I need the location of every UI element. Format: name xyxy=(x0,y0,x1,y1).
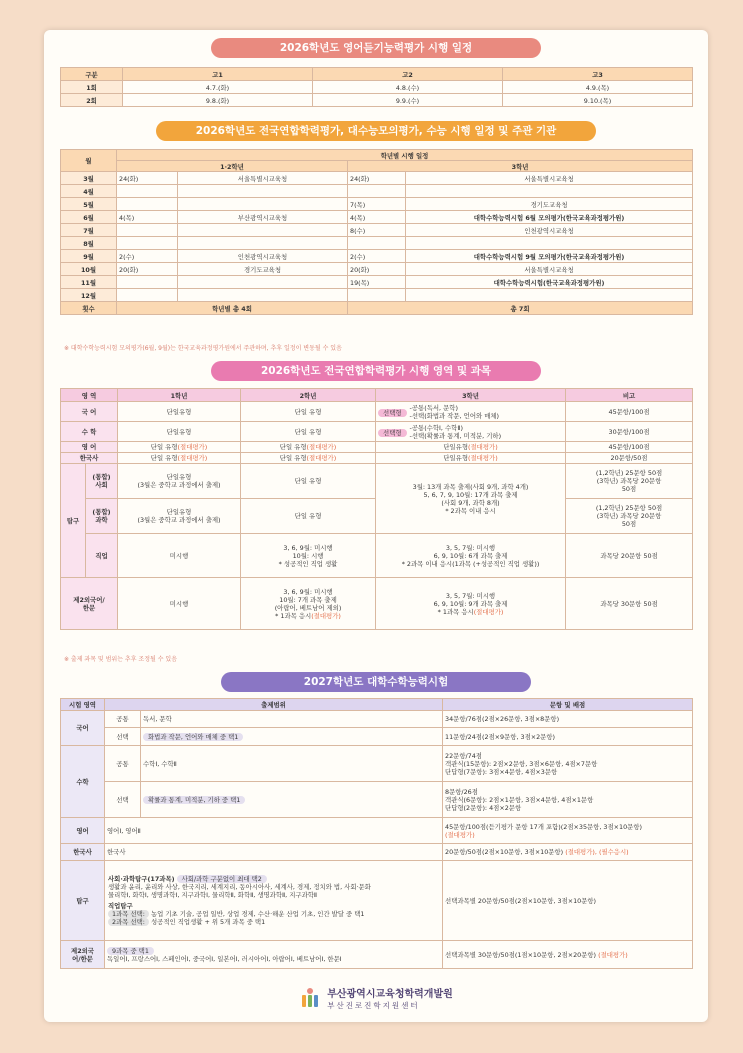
schedule-cell: 7(목) xyxy=(348,198,406,211)
th-grade2: 고2 xyxy=(313,68,503,81)
schedule-cell xyxy=(178,289,348,302)
schedule-row xyxy=(61,185,693,198)
inquiry-range: 사회·과학탐구(17과목) 사회/과학 구분없이 최대 택2 생활과 윤리, 윤리와 사상, 한국지리, 세계지리, 동아시아사, 세계사, 경제, 정치와 법, 사회·문화 물리학Ⅰ, 화학Ⅰ, 생명과학Ⅰ, 지구과학Ⅰ, 물리학Ⅱ, 화학Ⅱ, 생명과학Ⅱ, 지구과학Ⅱ 직업탐구 1과목 선택: 농업 기초 기술, 공업 일반, 상업 경제, 수산·해운 산업 기초, 인간 발달 중 택1 2과목 선택: 성공적인 직업생활 + 위 5개 과목 중 택1 xyxy=(105,861,443,941)
th-grade1: 1학년 xyxy=(118,389,241,402)
th-grade3: 고3 xyxy=(503,68,693,81)
cell: 단일 유형(절대평가) xyxy=(241,442,376,453)
schedule-cell xyxy=(117,224,178,237)
month-cell: 9월 xyxy=(61,250,117,263)
cell: 선택과목별 20문항/50점(2점×10문항, 3점×10문항) xyxy=(443,861,693,941)
cell xyxy=(141,782,443,818)
schedule-cell: 4(목) xyxy=(117,211,178,224)
cell: 단일유형 xyxy=(118,402,241,422)
korean-select-range: 화법과 작문, 언어와 매체 중 택1 xyxy=(143,733,243,741)
schedule-cell: 서울특별시교육청 xyxy=(406,263,693,276)
th-grade2: 2학년 xyxy=(241,389,376,402)
schedule-note: ※ 대학수학능력시험 모의평가(6월, 9월)는 한국교육과정평가원에서 주관하며, 추후 일정이 변동될 수 있음 xyxy=(64,345,342,352)
education-office-logo-icon xyxy=(299,986,321,1010)
cell xyxy=(376,422,566,442)
schedule-cell xyxy=(178,185,348,198)
cell: 단일유형 xyxy=(118,422,241,442)
th-grade3: 3학년 xyxy=(348,161,693,172)
cell: 과목당 20문항 50점 xyxy=(566,534,693,578)
schedule-cell xyxy=(406,289,693,302)
cell: 22문항/74점 객관식(15문항): 2점×2문항, 3점×6문항, 4점×7문항 단답형(7문항): 3점×4문항, 4점×3문항 xyxy=(443,746,693,782)
cell: 3, 5, 7월: 미시행 6, 9, 10월: 6개 과목 출제 * 2과목 이내 응시(1과목 (+성공적인 직업 생활)) xyxy=(376,534,566,578)
title-mock-exam-schedule: 2026학년도 전국연합학력평가, 대수능모의평가, 수능 시행 일정 및 주관 기관 xyxy=(156,121,596,141)
schedule-cell xyxy=(406,237,693,250)
schedule-cell: 4(목) xyxy=(348,211,406,224)
cell: 독서, 문학 xyxy=(141,711,443,728)
schedule-cell xyxy=(117,289,178,302)
schedule-cell: 24(화) xyxy=(348,172,406,185)
cell: 3, 5, 7월: 미시행 6, 9, 10월: 9개 과목 출제 * 1과목 응시(절대평가) xyxy=(376,578,566,630)
schedule-cell: 19(목) xyxy=(348,276,406,289)
area-second-language: 제2외국어/ 한문 xyxy=(61,578,118,630)
cell: 3, 6, 9월: 미시행 10월: 시행 * 성공적인 직업 생활 xyxy=(241,534,376,578)
cell xyxy=(141,728,443,746)
title-mock-exam-subjects: 2026학년도 전국연합학력평가 시행 영역 및 과목 xyxy=(211,361,541,381)
cell: 단일 유형 xyxy=(241,422,376,442)
cell: 미시행 xyxy=(118,534,241,578)
english-listening-table xyxy=(60,67,693,107)
schedule-cell xyxy=(178,224,348,237)
cell: 선택 xyxy=(105,782,141,818)
schedule-cell: 24(화) xyxy=(117,172,178,185)
area-inquiry: 탐구 xyxy=(61,464,86,578)
cell: 4.7.(화) xyxy=(123,81,313,94)
tag-selective: 선택형 xyxy=(378,429,407,437)
th-month: 월 xyxy=(61,150,117,172)
schedule-cell xyxy=(348,185,406,198)
schedule-cell: 경기도교육청 xyxy=(406,198,693,211)
area-inquiry: 탐구 xyxy=(61,861,105,941)
month-cell: 12월 xyxy=(61,289,117,302)
area-second-language: 제2외국 어/한문 xyxy=(61,941,105,969)
th-grade3: 3학년 xyxy=(376,389,566,402)
cell: 단일 유형(절대평가) xyxy=(118,453,241,464)
schedule-row xyxy=(61,289,693,302)
schedule-cell: 20(화) xyxy=(348,263,406,276)
cell: 34문항/76점(2점×26문항, 3점×8문항) xyxy=(443,711,693,728)
area-english: 영어 xyxy=(61,818,105,844)
th-range: 출제범위 xyxy=(105,699,443,711)
title-csat-2027: 2027학년도 대학수학능력시험 xyxy=(221,672,531,692)
schedule-row xyxy=(61,237,693,250)
second-range: 9과목 중 택1 독일어Ⅰ, 프랑스어Ⅰ, 스페인어Ⅰ, 중국어Ⅰ, 일본어Ⅰ, 러시아어Ⅰ, 아랍어Ⅰ, 베트남어Ⅰ, 한문Ⅰ xyxy=(105,941,443,969)
mock-exam-schedule-table xyxy=(60,149,693,315)
schedule-cell xyxy=(117,237,178,250)
th-category: 구분 xyxy=(61,68,123,81)
month-cell: 10월 xyxy=(61,263,117,276)
cell: 선택 xyxy=(105,728,141,746)
cell: 단일유형(절대평가) xyxy=(376,442,566,453)
month-cell: 3월 xyxy=(61,172,117,185)
schedule-cell: 서울특별시교육청 xyxy=(178,172,348,185)
cell: 단일유형 (3월은 중학교 과정에서 출제) xyxy=(118,499,241,534)
month-cell: 8월 xyxy=(61,237,117,250)
th-grade12: 1·2학년 xyxy=(117,161,348,172)
schedule-cell: 대학수학능력시험(한국교육과정평가원) xyxy=(406,276,693,289)
inquiry-grade3: 3월: 13개 과목 출제(사회 9개, 과학 4개) 5, 6, 7, 9, 10월: 17개 과목 출제 (사회 9개, 과학 8개) * 2과목 이내 응시 xyxy=(376,464,566,534)
sub-job: 직업 xyxy=(86,534,118,578)
schedule-cell xyxy=(178,198,348,211)
schedule-cell: 인천광역시교육청 xyxy=(406,224,693,237)
cell xyxy=(376,402,566,422)
tag-selective: 선택형 xyxy=(378,409,407,417)
schedule-row xyxy=(61,172,693,185)
schedule-row xyxy=(61,250,693,263)
cell: 45문항/100점 xyxy=(566,402,693,422)
schedule-cell xyxy=(117,276,178,289)
logo-name: 부산광역시교육청학력개발원 xyxy=(327,989,453,1000)
cell: 1회 xyxy=(61,81,123,94)
sub-science: (통합) 과학 xyxy=(86,499,118,534)
cell: 공통 xyxy=(105,711,141,728)
cell: 단일유형(절대평가) xyxy=(376,453,566,464)
cell: 한국사 xyxy=(105,844,443,861)
schedule-cell xyxy=(348,289,406,302)
schedule-cell: 인천광역시교육청 xyxy=(178,250,348,263)
cell: 45문항/100점(듣기평가 문항 17개 포함)(2점×35문항, 3점×10문항) (절대평가) xyxy=(443,818,693,844)
schedule-cell: 대학수학능력시험 6월 모의평가(한국교육과정평가원) xyxy=(406,211,693,224)
schedule-cell: 대학수학능력시험 9월 모의평가(한국교육과정평가원) xyxy=(406,250,693,263)
schedule-cell xyxy=(406,185,693,198)
cell: 9.9.(수) xyxy=(313,94,503,107)
csat-table xyxy=(60,698,693,969)
area-korean: 국어 xyxy=(61,711,105,746)
th-score: 문항 및 배점 xyxy=(443,699,693,711)
schedule-cell xyxy=(178,237,348,250)
th-area: 영 역 xyxy=(61,389,118,402)
schedule-row xyxy=(61,211,693,224)
cell: 30문항/100점 xyxy=(566,422,693,442)
cell: 3, 6, 9월: 미시행 10월: 7개 과목 출제 (아랍어, 베트남어 제외) * 1과목 응시(절대평가) xyxy=(241,578,376,630)
cell: 과목당 30문항 50점 xyxy=(566,578,693,630)
schedule-row xyxy=(61,263,693,276)
total-label: 횟수 xyxy=(61,302,117,315)
cell: 45문항/100점 xyxy=(566,442,693,453)
cell: 단일 유형 xyxy=(241,464,376,499)
cell: 단일 유형(절대평가) xyxy=(241,453,376,464)
cell: 4.8.(수) xyxy=(313,81,503,94)
cell: 9.8.(화) xyxy=(123,94,313,107)
area-korean: 국 어 xyxy=(61,402,118,422)
th-remark: 비고 xyxy=(566,389,693,402)
area-math: 수 학 xyxy=(61,422,118,442)
th-area: 시험 영역 xyxy=(61,699,105,711)
area-history: 한국사 xyxy=(61,844,105,861)
cell: 단일 유형 xyxy=(241,499,376,534)
cell: (1,2학년) 25문항 50점 (3학년) 과목당 20문항 50점 xyxy=(566,464,693,499)
schedule-row xyxy=(61,198,693,211)
schedule-cell: 부산광역시교육청 xyxy=(178,211,348,224)
footer-logo xyxy=(44,985,708,1014)
korean-grade3: -공통(독서, 문학) -선택(화법과 작문, 언어와 매체) xyxy=(409,403,500,420)
cell: 영어Ⅰ, 영어Ⅱ xyxy=(105,818,443,844)
title-english-listening: 2026학년도 영어듣기능력평가 시행 일정 xyxy=(211,38,541,58)
area-math: 수학 xyxy=(61,746,105,818)
th-schedule: 학년별 시행 일정 xyxy=(117,150,693,161)
subjects-note: ※ 출제 과목 및 범위는 추후 조정될 수 있음 xyxy=(64,656,178,663)
schedule-cell: 2(수) xyxy=(348,250,406,263)
cell: 8문항/26점 객관식(6문항): 2점×1문항, 3점×4문항, 4점×1문항 단답형(2문항): 4점×2문항 xyxy=(443,782,693,818)
cell: 20문항/50점(2점×10문항, 3점×10문항) (절대평가), (필수응시) xyxy=(443,844,693,861)
th-grade1: 고1 xyxy=(123,68,313,81)
schedule-cell: 8(수) xyxy=(348,224,406,237)
cell: 공통 xyxy=(105,746,141,782)
cell: 2회 xyxy=(61,94,123,107)
cell: (1,2학년) 25문항 50점 (3학년) 과목당 20문항 50점 xyxy=(566,499,693,534)
schedule-cell xyxy=(348,237,406,250)
area-english: 영 어 xyxy=(61,442,118,453)
cell: 수학Ⅰ, 수학Ⅱ xyxy=(141,746,443,782)
schedule-cell xyxy=(117,185,178,198)
math-grade3: -공통(수학Ⅰ, 수학Ⅱ) -선택(확률과 통계, 미적분, 기하) xyxy=(409,423,502,440)
schedule-cell: 경기도교육청 xyxy=(178,263,348,276)
area-history: 한국사 xyxy=(61,453,118,464)
sub-social: (통합) 사회 xyxy=(86,464,118,499)
cell: 단일 유형(절대평가) xyxy=(118,442,241,453)
schedule-cell xyxy=(178,276,348,289)
total-grade12: 학년별 총 4회 xyxy=(117,302,348,315)
schedule-cell: 서울특별시교육청 xyxy=(406,172,693,185)
month-cell: 7월 xyxy=(61,224,117,237)
cell: 9.10.(목) xyxy=(503,94,693,107)
cell: 선택과목별 30문항/50점(1점×10문항, 2점×20문항) (절대평가) xyxy=(443,941,693,969)
month-cell: 4월 xyxy=(61,185,117,198)
cell: 단일 유형 xyxy=(241,402,376,422)
page xyxy=(44,30,708,1022)
total-grade3: 총 7회 xyxy=(348,302,693,315)
schedule-cell: 20(화) xyxy=(117,263,178,276)
cell: 4.9.(목) xyxy=(503,81,693,94)
cell: 20문항/50점 xyxy=(566,453,693,464)
schedule-row xyxy=(61,224,693,237)
month-cell: 11월 xyxy=(61,276,117,289)
cell: 미시행 xyxy=(118,578,241,630)
math-select-range: 확률과 통계, 미적분, 기하 중 택1 xyxy=(143,796,245,804)
cell: 단일유형 (3월은 중학교 과정에서 출제) xyxy=(118,464,241,499)
schedule-row xyxy=(61,276,693,289)
month-cell: 5월 xyxy=(61,198,117,211)
mock-exam-subjects-table xyxy=(60,388,693,630)
schedule-cell: 2(수) xyxy=(117,250,178,263)
month-cell: 6월 xyxy=(61,211,117,224)
logo-sub: 부산진로진학지원센터 xyxy=(327,1001,420,1010)
cell: 11문항/24점(2점×9문항, 3점×2문항) xyxy=(443,728,693,746)
schedule-cell xyxy=(117,198,178,211)
